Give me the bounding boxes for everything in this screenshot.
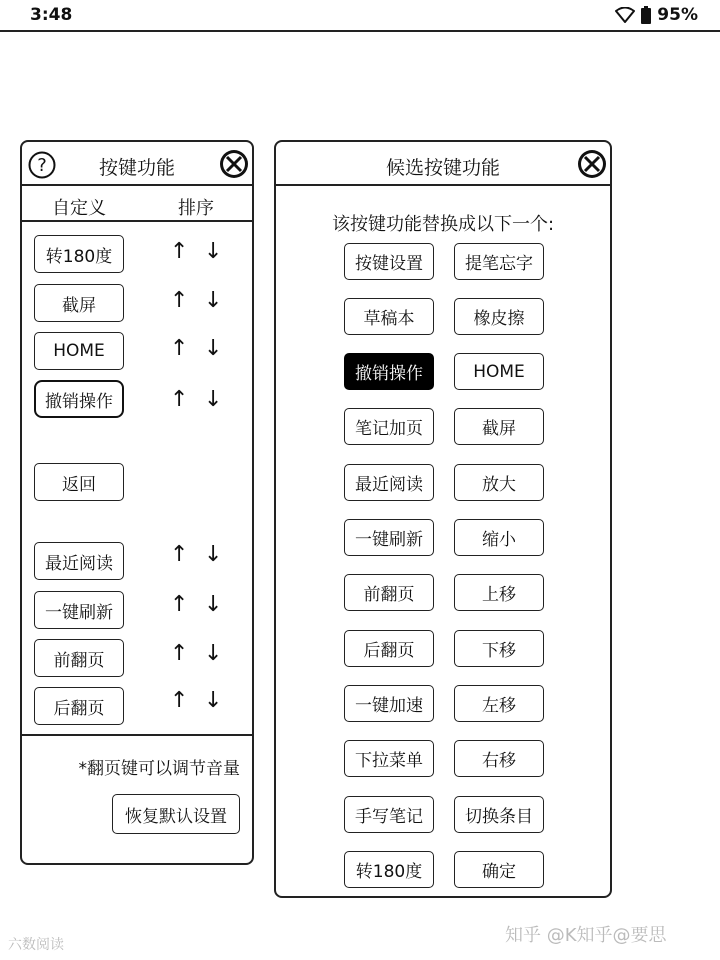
move-up-arrow[interactable]: ↑	[170, 641, 189, 666]
key-item-page-back[interactable]: 后翻页	[34, 687, 124, 725]
key-function-panel-header	[22, 142, 252, 186]
key-item-home[interactable]: HOME	[34, 332, 124, 370]
move-up-arrow[interactable]: ↑	[170, 592, 189, 617]
option-handwritten-notes[interactable]: 手写笔记	[344, 796, 434, 833]
watermark-right: 知乎 @K知乎@要思	[505, 925, 667, 946]
option-recent-reading[interactable]: 最近阅读	[344, 464, 434, 501]
column-sort: 排序	[178, 198, 214, 219]
move-down-arrow[interactable]: ↓	[204, 288, 223, 313]
option-move-left[interactable]: 左移	[454, 685, 544, 722]
move-down-arrow[interactable]: ↓	[204, 336, 223, 361]
key-item-rotate-180[interactable]: 转180度	[34, 235, 124, 273]
column-custom: 自定义	[52, 198, 106, 219]
option-move-up[interactable]: 上移	[454, 574, 544, 611]
option-switch-entry[interactable]: 切换条目	[454, 796, 544, 833]
move-down-arrow[interactable]: ↓	[204, 592, 223, 617]
panel-title: 按键功能	[98, 157, 175, 179]
option-rotate-180[interactable]: 转180度	[344, 851, 434, 888]
option-undo-active[interactable]: 撤销操作	[344, 353, 434, 390]
option-page-forward[interactable]: 前翻页	[344, 574, 434, 611]
option-eraser[interactable]: 橡皮擦	[454, 298, 544, 335]
key-function-panel	[20, 140, 254, 865]
option-move-down[interactable]: 下移	[454, 630, 544, 667]
option-scratchpad[interactable]: 草稿本	[344, 298, 434, 335]
option-confirm[interactable]: 确定	[454, 851, 544, 888]
wifi-icon	[615, 7, 635, 23]
option-zoom-out[interactable]: 缩小	[454, 519, 544, 556]
status-bar	[0, 0, 720, 32]
reset-defaults-button[interactable]: 恢复默认设置	[112, 794, 240, 834]
move-up-arrow[interactable]: ↑	[170, 336, 189, 361]
close-icon[interactable]	[577, 149, 607, 179]
option-key-settings[interactable]: 按键设置	[344, 243, 434, 280]
option-home[interactable]: HOME	[454, 353, 544, 390]
replace-prompt: 该按键功能替换成以下一个:	[331, 214, 555, 235]
move-up-arrow[interactable]: ↑	[170, 688, 189, 713]
status-time: 3:48	[30, 5, 73, 25]
key-item-back[interactable]: 返回	[34, 463, 124, 501]
move-down-arrow[interactable]: ↓	[204, 688, 223, 713]
battery-icon	[641, 6, 651, 24]
option-add-note-page[interactable]: 笔记加页	[344, 408, 434, 445]
volume-note: *翻页键可以调节音量	[78, 759, 240, 779]
move-down-arrow[interactable]: ↓	[204, 641, 223, 666]
move-down-arrow[interactable]: ↓	[204, 542, 223, 567]
key-item-undo-selected[interactable]: 撤销操作	[34, 380, 124, 418]
move-up-arrow[interactable]: ↑	[170, 387, 189, 412]
move-up-arrow[interactable]: ↑	[170, 239, 189, 264]
option-one-key-refresh[interactable]: 一键刷新	[344, 519, 434, 556]
move-up-arrow[interactable]: ↑	[170, 288, 189, 313]
svg-text:?: ?	[37, 155, 47, 176]
option-move-right[interactable]: 右移	[454, 740, 544, 777]
key-item-one-key-refresh[interactable]: 一键刷新	[34, 591, 124, 629]
option-forgot-character[interactable]: 提笔忘字	[454, 243, 544, 280]
option-pulldown-menu[interactable]: 下拉菜单	[344, 740, 434, 777]
move-down-arrow[interactable]: ↓	[204, 239, 223, 264]
move-down-arrow[interactable]: ↓	[204, 387, 223, 412]
candidate-function-panel	[274, 140, 612, 898]
option-page-back[interactable]: 后翻页	[344, 630, 434, 667]
option-one-key-speedup[interactable]: 一键加速	[344, 685, 434, 722]
key-item-screenshot[interactable]: 截屏	[34, 284, 124, 322]
battery-level: 95%	[657, 5, 698, 25]
option-screenshot[interactable]: 截屏	[454, 408, 544, 445]
key-item-page-forward[interactable]: 前翻页	[34, 639, 124, 677]
status-indicators	[615, 5, 698, 25]
candidate-panel-header	[276, 142, 610, 186]
move-up-arrow[interactable]: ↑	[170, 542, 189, 567]
option-zoom-in[interactable]: 放大	[454, 464, 544, 501]
column-header	[22, 186, 252, 222]
panel-title: 候选按键功能	[385, 157, 500, 179]
key-item-recent-reading[interactable]: 最近阅读	[34, 542, 124, 580]
watermark-left: 六数阅读	[8, 937, 64, 953]
close-icon[interactable]	[219, 149, 249, 179]
divider	[22, 734, 252, 736]
